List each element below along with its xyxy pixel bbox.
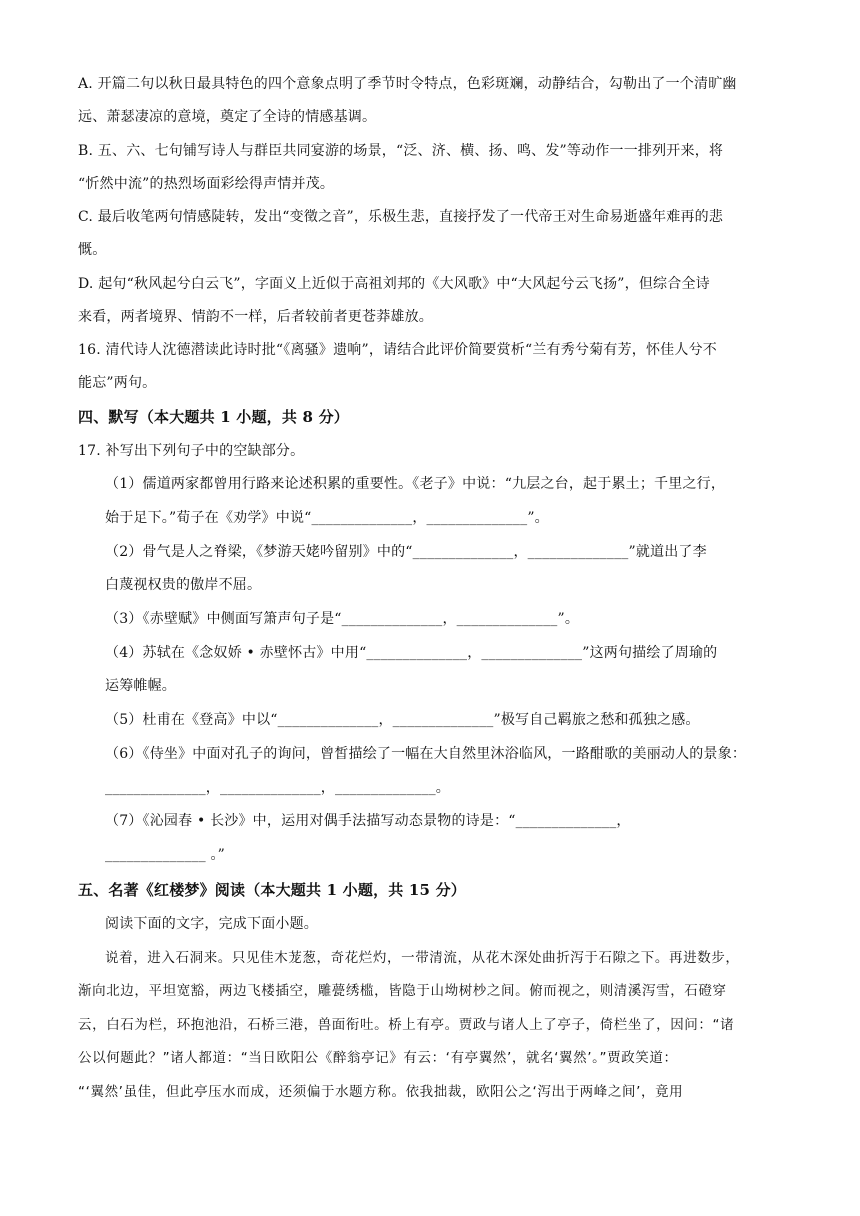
option-c-line-1: C. 最后收笔两句情感陡转，发出“变徵之音”，乐极生悲，直接抒发了一代帝王对生命易逝盛年难再的悲: [78, 209, 724, 225]
fill-item-7-line-2: ______________ 。”: [105, 847, 226, 863]
fill-item-2-line-2: 白蔑视权贵的傲岸不屈。: [105, 577, 262, 593]
fill-item-5-line-1: （5）杜甫在《登高》中以“______________，______________”极写自己羁旅之愁和孤独之感。: [105, 712, 700, 728]
fill-item-1-line-2: 始于足下。”荀子在《劝学》中说“______________，______________”。: [105, 510, 549, 526]
option-b-line-1: B. 五、六、七句铺写诗人与群臣共同宴游的场景，“泛、济、横、扬、鸣、发”等动作一一排列开来，将: [78, 143, 724, 159]
passage-line-5: “‘翼然’虽佳，但此亭压水而成，还须偏于水题方称。依我拙裁，欧阳公之‘泻出于两峰之间’，竟用: [78, 1084, 684, 1100]
fill-item-2-line-1: （2）骨气是人之脊梁，《梦游天姥吟留别》中的“______________，______________”就道出了李: [105, 544, 707, 560]
option-a-line-1: A. 开篇二句以秋日最具特色的四个意象点明了季节时令特点，色彩斑斓，动静结合，勾勒出了一个清旷幽: [78, 76, 737, 92]
option-c-line-2: 慨。: [78, 242, 107, 258]
option-b-line-2: “忻然中流”的热烈场面彩绘得声情并茂。: [78, 176, 335, 192]
fill-item-6-line-2: ______________，______________，______________。: [105, 780, 450, 796]
passage-line-1: 说着，进入石洞来。只见佳木茏葱，奇花烂灼，一带清流，从花木深处曲折泻于石隙之下。再进数步，: [105, 950, 740, 966]
question-17-prompt: 17. 补写出下列句子中的空缺部分。: [78, 443, 305, 459]
fill-item-4-line-1: （4）苏轼在《念奴娇 • 赤壁怀古》中用“______________，______________”这两句描绘了周瑜的: [105, 645, 718, 661]
fill-item-6-line-1: （6）《侍坐》中面对孔子的询问，曾皙描绘了一幅在大自然里沐浴临风，一路酣歌的美丽动人的景象：: [105, 746, 747, 762]
passage-line-4: 公以何题此？”诸人都道：“当日欧阳公《醉翁亭记》有云：‘有亭翼然’，就名‘翼然’。”贾政笑道：: [78, 1050, 678, 1066]
section-4-heading: 四、默写（本大题共 1 小题，共 8 分）: [78, 408, 349, 426]
passage-line-3: 云，白石为栏，环抱池沿，石桥三港，兽面衔吐。桥上有亭。贾政与诸人上了亭子，倚栏坐了，因问：“诸: [78, 1017, 735, 1033]
fill-item-1-line-1: （1）儒道两家都曾用行路来论述积累的重要性。《老子》中说：“九层之台，起于累土；千里之行，: [105, 476, 726, 492]
passage-line-2: 渐向北边，平坦宽豁，两边飞楼插空，雕甍绣槛，皆隐于山坳树杪之间。俯而视之，则清溪泻雪，石磴穿: [78, 983, 727, 999]
section-5-heading: 五、名著《红楼梦》阅读（本大题共 1 小题，共 15 分）: [78, 881, 467, 899]
question-16-line-2: 能忘”两句。: [78, 375, 157, 391]
reading-intro: 阅读下面的文字，完成下面小题。: [105, 916, 318, 932]
fill-item-3-line-1: （3）《赤壁赋》中侧面写箫声句子是“______________，______________”。: [105, 611, 580, 627]
option-a-line-2: 远、萧瑟凄凉的意境，奠定了全诗的情感基调。: [78, 109, 377, 125]
fill-item-4-line-2: 运筹帷幄。: [105, 678, 176, 694]
question-16-line-1: 16. 清代诗人沈德潜读此诗时批“《离骚》遗响”，请结合此评价简要赏析“兰有秀兮菊有芳，怀佳人兮不: [78, 342, 717, 358]
option-d-line-1: D. 起句“秋风起兮白云飞”，字面义上近似于高祖刘邦的《大风歌》中“大风起兮云飞扬”，但综合全诗: [78, 276, 710, 292]
fill-item-7-line-1: （7）《沁园春 • 长沙》中，运用对偶手法描写动态景物的诗是：“______________，: [105, 813, 631, 829]
option-d-line-2: 来看，两者境界、情韵不一样，后者较前者更苍莽雄放。: [78, 309, 433, 325]
